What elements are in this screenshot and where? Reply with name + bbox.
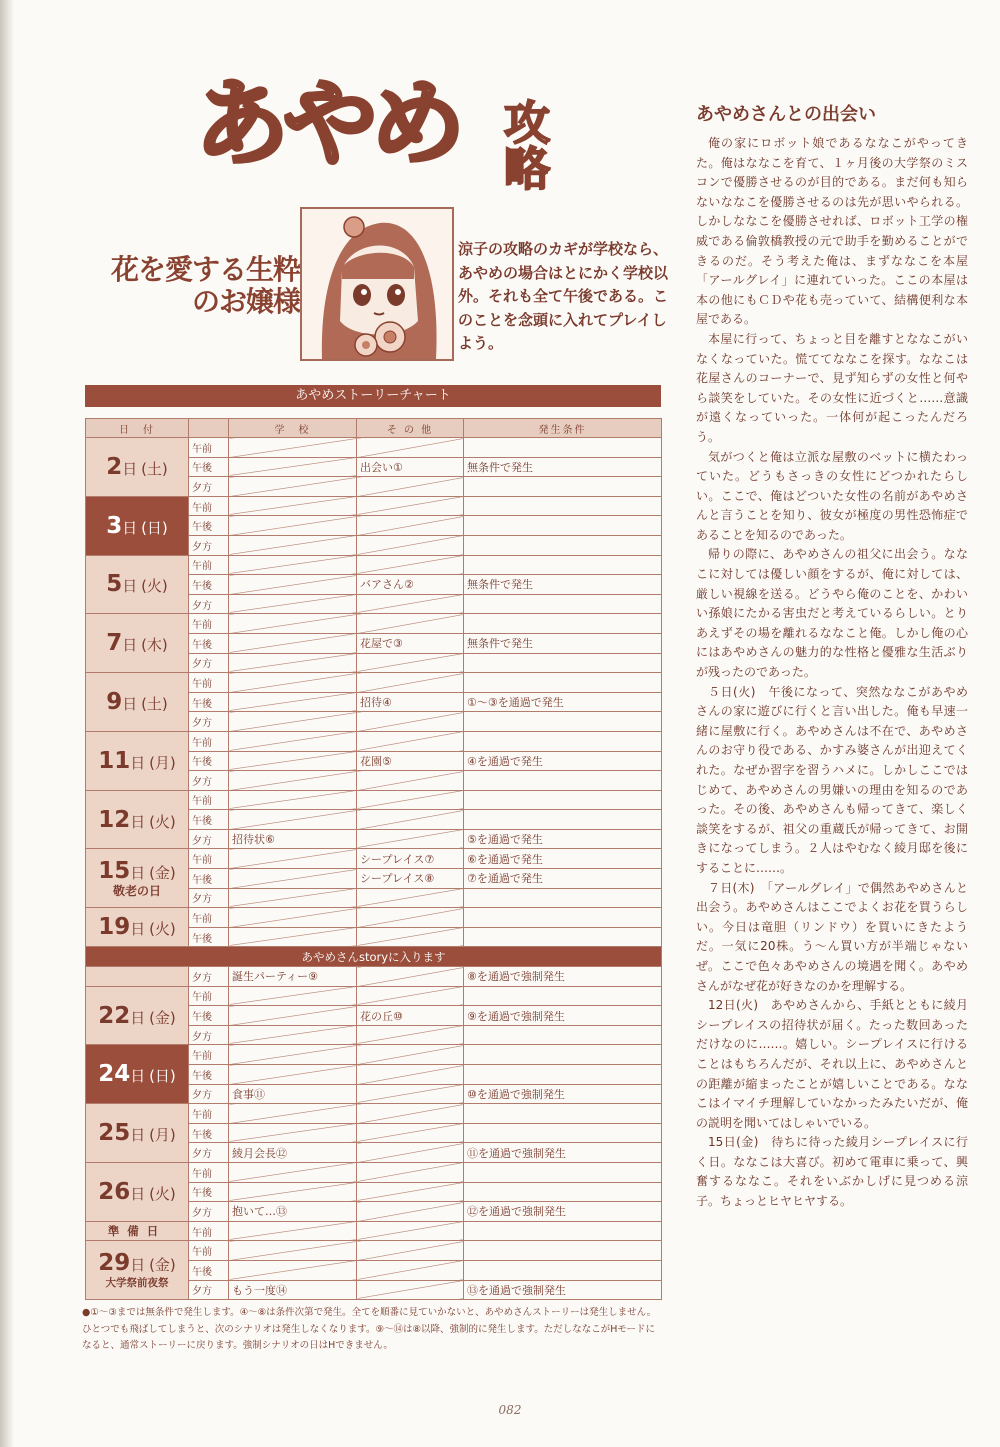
empty-cell	[229, 673, 357, 693]
empty-cell	[229, 888, 357, 908]
empty-cell	[464, 594, 662, 614]
article-title: あやめさんとの出会い	[696, 104, 876, 125]
article-paragraph: 12日(火) あやめさんから、手紙とともに綾月シープレイスの招待状が届く。たった数回あっただけなのに……。嬉しい。シープレイスに行けることはもちろんだが、それ以上に、あやめさんとの距離が縮まったことが嬉しいことである。ななこはイマイチ理解していなかったみたいだが、俺の説明を聞いてはしゃいでいる。	[696, 998, 968, 1130]
article-paragraph: 俺の家にロボット娘であるななこがやってきた。俺はななこを育て、１ヶ月後の大学祭のミスコンで優勝させるのが目的である。まだ何も知らないななこを優勝させるのは先が思いやられる。しかしななこを優勝させれば、ロボット工学の権威である倫敦橋教授の元で助手を勤めることができるのだ。そう考えた俺は、まずななこを本屋「アールグレイ」に連れていった。ここの本屋は本の他にもＣＤや花も売っていて、結構便利な本屋である。	[696, 136, 968, 327]
empty-cell	[357, 1143, 464, 1163]
time-cell: 午後	[189, 692, 229, 712]
time-cell: 夕方	[189, 1084, 229, 1104]
date-cell: 2日 (土)	[86, 438, 189, 497]
time-cell: 午前	[189, 555, 229, 575]
empty-cell	[229, 986, 357, 1006]
empty-cell	[357, 673, 464, 693]
condition-cell: ⑪を通過で強制発生	[464, 1143, 662, 1163]
time-cell: 午前	[189, 1241, 229, 1261]
empty-cell	[229, 712, 357, 732]
character-portrait	[300, 207, 454, 361]
table-row	[86, 1162, 662, 1182]
condition-cell: ④を通過で発生	[464, 751, 662, 771]
empty-cell	[464, 477, 662, 497]
condition-cell: 無条件で発生	[464, 633, 662, 653]
date-cell: 9日 (土)	[86, 673, 189, 732]
date-cell: 12日 (火)	[86, 790, 189, 849]
empty-cell	[357, 712, 464, 732]
title-sub-char-1: 攻	[504, 96, 550, 150]
table-row	[86, 614, 662, 634]
empty-cell	[464, 1104, 662, 1124]
time-cell: 午前	[189, 438, 229, 458]
chart-title: あやめストーリーチャート	[85, 385, 661, 407]
date-cell: 22日 (金)	[86, 986, 189, 1045]
time-cell: 午前	[189, 986, 229, 1006]
empty-cell	[357, 967, 464, 987]
empty-cell	[357, 986, 464, 1006]
table-row	[86, 673, 662, 693]
page-title-sub	[497, 96, 557, 196]
empty-cell	[229, 594, 357, 614]
table-row	[86, 496, 662, 516]
event-cell: バアさん②	[357, 575, 464, 595]
catchphrase	[100, 254, 300, 318]
empty-cell	[357, 1221, 464, 1241]
empty-cell	[464, 1182, 662, 1202]
condition-cell: ⑤を通過で発生	[464, 829, 662, 849]
story-banner: あやめさんstoryに入ります	[86, 947, 662, 967]
time-cell: 午前	[189, 1162, 229, 1182]
article-paragraph: 帰りの際に、あやめさんの祖父に出会う。ななこに対しては優しい顔をするが、俺に対しては、厳しい視線を送る。どうやら俺のことを、かわいい孫娘にたかる害虫だと考えているらしい。とりあえずその場を離れるななこと俺。しかし俺の心にはあやめさんの魅力的な性格と優雅な生活ぶりが残ったのであった。	[696, 547, 968, 680]
time-cell: 夕方	[189, 712, 229, 732]
page-number: 082	[498, 1403, 522, 1417]
header-condition: 発生条件	[464, 419, 662, 438]
empty-cell	[357, 1280, 464, 1300]
table-row	[86, 967, 662, 987]
empty-cell	[464, 653, 662, 673]
time-cell: 午後	[189, 810, 229, 830]
binding-edge	[0, 0, 14, 1447]
time-cell: 午前	[189, 614, 229, 634]
empty-cell	[464, 908, 662, 928]
empty-cell	[357, 1025, 464, 1045]
empty-cell	[357, 908, 464, 928]
table-row	[86, 1241, 662, 1261]
empty-cell	[229, 438, 357, 458]
condition-cell: ⑧を通過で強制発生	[464, 967, 662, 987]
empty-cell	[229, 496, 357, 516]
empty-cell	[229, 1162, 357, 1182]
condition-cell: 無条件で発生	[464, 457, 662, 477]
time-cell: 午前	[189, 849, 229, 869]
empty-cell	[229, 633, 357, 653]
event-cell: 食事⑪	[229, 1084, 357, 1104]
empty-cell	[357, 614, 464, 634]
empty-cell	[357, 1202, 464, 1222]
empty-cell	[464, 1221, 662, 1241]
empty-cell	[357, 1241, 464, 1261]
chart-footnote: ●①～③までは無条件で発生します。④～⑧は条件次第で発生。全てを順番に見ていかないと、あやめさんストーリーは発生しません。ひとつでも飛ばしてしまうと、次のシナリオは発生しなくなります。⑨～⑭は⑧以降、強制的に発生します。ただしななこがHモードになると、通常ストーリーに戻ります。強制シナリオの日はHできません。	[82, 1307, 657, 1351]
condition-cell: ⑩を通過で強制発生	[464, 1084, 662, 1104]
table-row	[86, 849, 662, 869]
empty-cell	[464, 1045, 662, 1065]
condition-cell: ①～③を通過で発生	[464, 692, 662, 712]
time-cell: 夕方	[189, 1025, 229, 1045]
header-other: そ の 他	[357, 419, 464, 438]
time-cell: 午後	[189, 1065, 229, 1085]
empty-cell	[464, 555, 662, 575]
date-cell: 29日 (金) 大学祭前夜祭	[86, 1241, 189, 1300]
empty-cell	[229, 1025, 357, 1045]
empty-cell	[464, 790, 662, 810]
date-cell: 25日 (月)	[86, 1104, 189, 1163]
empty-cell	[464, 1025, 662, 1045]
table-row	[86, 438, 662, 458]
time-cell: 午前	[189, 496, 229, 516]
empty-cell	[229, 535, 357, 555]
catchphrase-line-2: のお嬢様	[191, 285, 300, 318]
empty-cell	[357, 888, 464, 908]
date-cell: 5日 (火)	[86, 555, 189, 614]
empty-cell	[229, 1182, 357, 1202]
time-cell: 午後	[189, 751, 229, 771]
time-cell: 夕方	[189, 888, 229, 908]
table-row	[86, 790, 662, 810]
table-row	[86, 986, 662, 1006]
header-school: 学 校	[229, 419, 357, 438]
empty-cell	[464, 1260, 662, 1280]
empty-cell	[464, 1241, 662, 1261]
empty-cell	[464, 535, 662, 555]
article-body	[696, 134, 968, 1212]
condition-cell: ⑥を通過で発生	[464, 849, 662, 869]
time-cell: 夕方	[189, 829, 229, 849]
time-cell: 午後	[189, 927, 229, 947]
empty-cell	[229, 771, 357, 791]
empty-cell	[229, 555, 357, 575]
empty-cell	[357, 771, 464, 791]
empty-cell	[229, 751, 357, 771]
empty-cell	[357, 810, 464, 830]
table-row	[86, 1045, 662, 1065]
empty-cell	[464, 731, 662, 751]
empty-cell	[229, 1065, 357, 1085]
condition-cell: ⑨を通過で強制発生	[464, 1006, 662, 1026]
page-title: あやめ	[195, 70, 460, 179]
date-cell: 11日 (月)	[86, 731, 189, 790]
time-cell: 午後	[189, 1123, 229, 1143]
empty-cell	[229, 692, 357, 712]
empty-cell	[357, 555, 464, 575]
event-cell: 花の丘⑩	[357, 1006, 464, 1026]
header-date: 日 付	[86, 419, 189, 438]
time-cell: 夕方	[189, 771, 229, 791]
empty-cell	[357, 1123, 464, 1143]
event-cell: 誕生パーティー⑨	[229, 967, 357, 987]
event-cell: 出会い①	[357, 457, 464, 477]
empty-cell	[357, 1104, 464, 1124]
time-cell: 午前	[189, 790, 229, 810]
empty-cell	[357, 438, 464, 458]
time-cell: 午後	[189, 1260, 229, 1280]
time-cell: 夕方	[189, 1143, 229, 1163]
time-cell: 午後	[189, 869, 229, 889]
time-cell: 午後	[189, 1006, 229, 1026]
empty-cell	[357, 829, 464, 849]
empty-cell	[229, 1221, 357, 1241]
empty-cell	[357, 535, 464, 555]
event-cell: 花園⑤	[357, 751, 464, 771]
empty-cell	[229, 614, 357, 634]
time-cell: 午前	[189, 1104, 229, 1124]
empty-cell	[229, 1045, 357, 1065]
empty-cell	[229, 810, 357, 830]
empty-cell	[464, 888, 662, 908]
empty-cell	[357, 516, 464, 536]
article-paragraph: 気がつくと俺は立派な屋敷のベットに横たわっていた。どうもさっきの女性にどつかれたらしい。ここで、俺はどついた女性の名前があやめさんと言うことを知り、彼女が極度の男性恐怖症であることを知るのであった。	[696, 449, 968, 542]
date-cell: 7日 (木)	[86, 614, 189, 673]
empty-cell	[357, 1084, 464, 1104]
time-cell: 午後	[189, 633, 229, 653]
time-cell: 夕方	[189, 1280, 229, 1300]
empty-cell	[464, 1065, 662, 1085]
article-paragraph: 15日(金) 待ちに待った綾月シープレイスに行く日。ななこは大喜び。初めて電車に乗って、興奮するななこ。それをいぶかしげに見つめる涼子。ちょっとヒヤヒヤする。	[696, 1135, 968, 1209]
title-sub-char-2: 略	[504, 142, 550, 196]
article-paragraph: ７日(木) 「アールグレイ」で偶然あやめさんと出会う。あやめさんはここでよくお花を買うらしい。今日は竜胆（リンドウ）を買いにきたようだ。一気に20株。う～ん買い方が半端じゃないぜ。ここで色々あやめさんの境遇を聞く。あやめさんがなぜ花が好きなのかを理解する。	[696, 880, 968, 993]
empty-cell	[229, 1241, 357, 1261]
empty-cell	[357, 1182, 464, 1202]
empty-cell	[357, 496, 464, 516]
event-cell: 綾月会長⑫	[229, 1143, 357, 1163]
time-cell: 午後	[189, 1182, 229, 1202]
time-cell: 午前	[189, 908, 229, 928]
article-paragraph: 本屋に行って、ちょっと目を離すとななこがいなくなっていた。慌ててななこを探す。ななこは花屋さんのコーナーで、見ず知らずの女性と何やら談笑をしていた。その女性に近づくと……意識が遠くなっていった。一体何が起こったんだろう。	[696, 331, 968, 444]
empty-cell	[229, 575, 357, 595]
empty-cell	[464, 927, 662, 947]
empty-cell	[464, 614, 662, 634]
date-cell-continued	[86, 967, 189, 987]
empty-cell	[464, 712, 662, 732]
table-row	[86, 1104, 662, 1124]
empty-cell	[229, 908, 357, 928]
table-row	[86, 908, 662, 928]
condition-cell: 無条件で発生	[464, 575, 662, 595]
event-cell: もう一度⑭	[229, 1280, 357, 1300]
time-cell: 夕方	[189, 477, 229, 497]
empty-cell	[229, 457, 357, 477]
empty-cell	[464, 1123, 662, 1143]
time-cell: 午後	[189, 575, 229, 595]
empty-cell	[464, 673, 662, 693]
table-row	[86, 555, 662, 575]
empty-cell	[464, 810, 662, 830]
empty-cell	[357, 1065, 464, 1085]
table-row	[86, 1221, 662, 1241]
date-cell-junbi: 準備日	[86, 1221, 189, 1241]
event-cell: 招待④	[357, 692, 464, 712]
table-row	[86, 731, 662, 751]
empty-cell	[357, 790, 464, 810]
time-cell: 午前	[189, 1221, 229, 1241]
date-cell: 26日 (火)	[86, 1162, 189, 1221]
empty-cell	[464, 986, 662, 1006]
empty-cell	[464, 1162, 662, 1182]
intro-text: 涼子の攻略のカギが学校なら、あやめの場合はとにかく学校以外。それも全て午後である。このことを念頭に入れてプレイしよう。	[458, 240, 669, 352]
story-chart-table	[85, 418, 662, 1300]
header-time	[189, 419, 229, 438]
time-cell: 夕方	[189, 967, 229, 987]
time-cell: 午前	[189, 1045, 229, 1065]
empty-cell	[357, 653, 464, 673]
portrait-illustration	[302, 209, 452, 359]
catchphrase-line-1: 花を愛する生粋	[110, 253, 300, 286]
empty-cell	[229, 477, 357, 497]
empty-cell	[357, 1162, 464, 1182]
time-cell: 夕方	[189, 535, 229, 555]
empty-cell	[464, 771, 662, 791]
date-cell: 24日 (日)	[86, 1045, 189, 1104]
empty-cell	[229, 790, 357, 810]
event-cell: 抱いて…⑬	[229, 1202, 357, 1222]
empty-cell	[229, 1006, 357, 1026]
empty-cell	[357, 477, 464, 497]
event-cell: シープレイス⑦	[357, 849, 464, 869]
empty-cell	[229, 731, 357, 751]
empty-cell	[229, 1104, 357, 1124]
story-banner-row	[86, 947, 662, 967]
table-header-row	[86, 419, 662, 438]
empty-cell	[357, 731, 464, 751]
empty-cell	[229, 516, 357, 536]
article-paragraph: ５日(火) 午後になって、突然ななこがあやめさんの家に遊びに行くと言い出した。俺も早速一緒に屋敷に行く。あやめさんは不在で、あやめさんのお守り役である、かすみ婆さんが出迎えてくれた。なぜか習字を習うハメに。しかしここではじめて、あやめさんの男嫌いの理由を知るのであった。その後、あやめさんも帰ってきて、楽しく談笑をするが、祖父の重蔵氏が帰ってきて、お開きになってしまう。２人はやむなく綾月邸を後にすることに……。	[696, 684, 968, 875]
time-cell: 夕方	[189, 594, 229, 614]
empty-cell	[229, 849, 357, 869]
empty-cell	[229, 1123, 357, 1143]
empty-cell	[464, 516, 662, 536]
empty-cell	[229, 653, 357, 673]
event-cell: 招待状⑥	[229, 829, 357, 849]
empty-cell	[464, 496, 662, 516]
time-cell: 午後	[189, 516, 229, 536]
time-cell: 午後	[189, 457, 229, 477]
condition-cell: ⑫を通過で強制発生	[464, 1202, 662, 1222]
empty-cell	[357, 1045, 464, 1065]
event-cell: シープレイス⑧	[357, 869, 464, 889]
time-cell: 夕方	[189, 1202, 229, 1222]
empty-cell	[357, 1260, 464, 1280]
empty-cell	[229, 869, 357, 889]
condition-cell: ⑦を通過で発生	[464, 869, 662, 889]
date-cell: 15日 (金) 敬老の日	[86, 849, 189, 908]
condition-cell: ⑬を通過で強制発生	[464, 1280, 662, 1300]
empty-cell	[357, 927, 464, 947]
empty-cell	[229, 927, 357, 947]
time-cell: 午前	[189, 731, 229, 751]
time-cell: 午前	[189, 673, 229, 693]
date-cell: 3日 (日)	[86, 496, 189, 555]
empty-cell	[464, 438, 662, 458]
date-cell: 19日 (火)	[86, 908, 189, 947]
time-cell: 夕方	[189, 653, 229, 673]
empty-cell	[357, 594, 464, 614]
empty-cell	[229, 1260, 357, 1280]
event-cell: 花屋で③	[357, 633, 464, 653]
